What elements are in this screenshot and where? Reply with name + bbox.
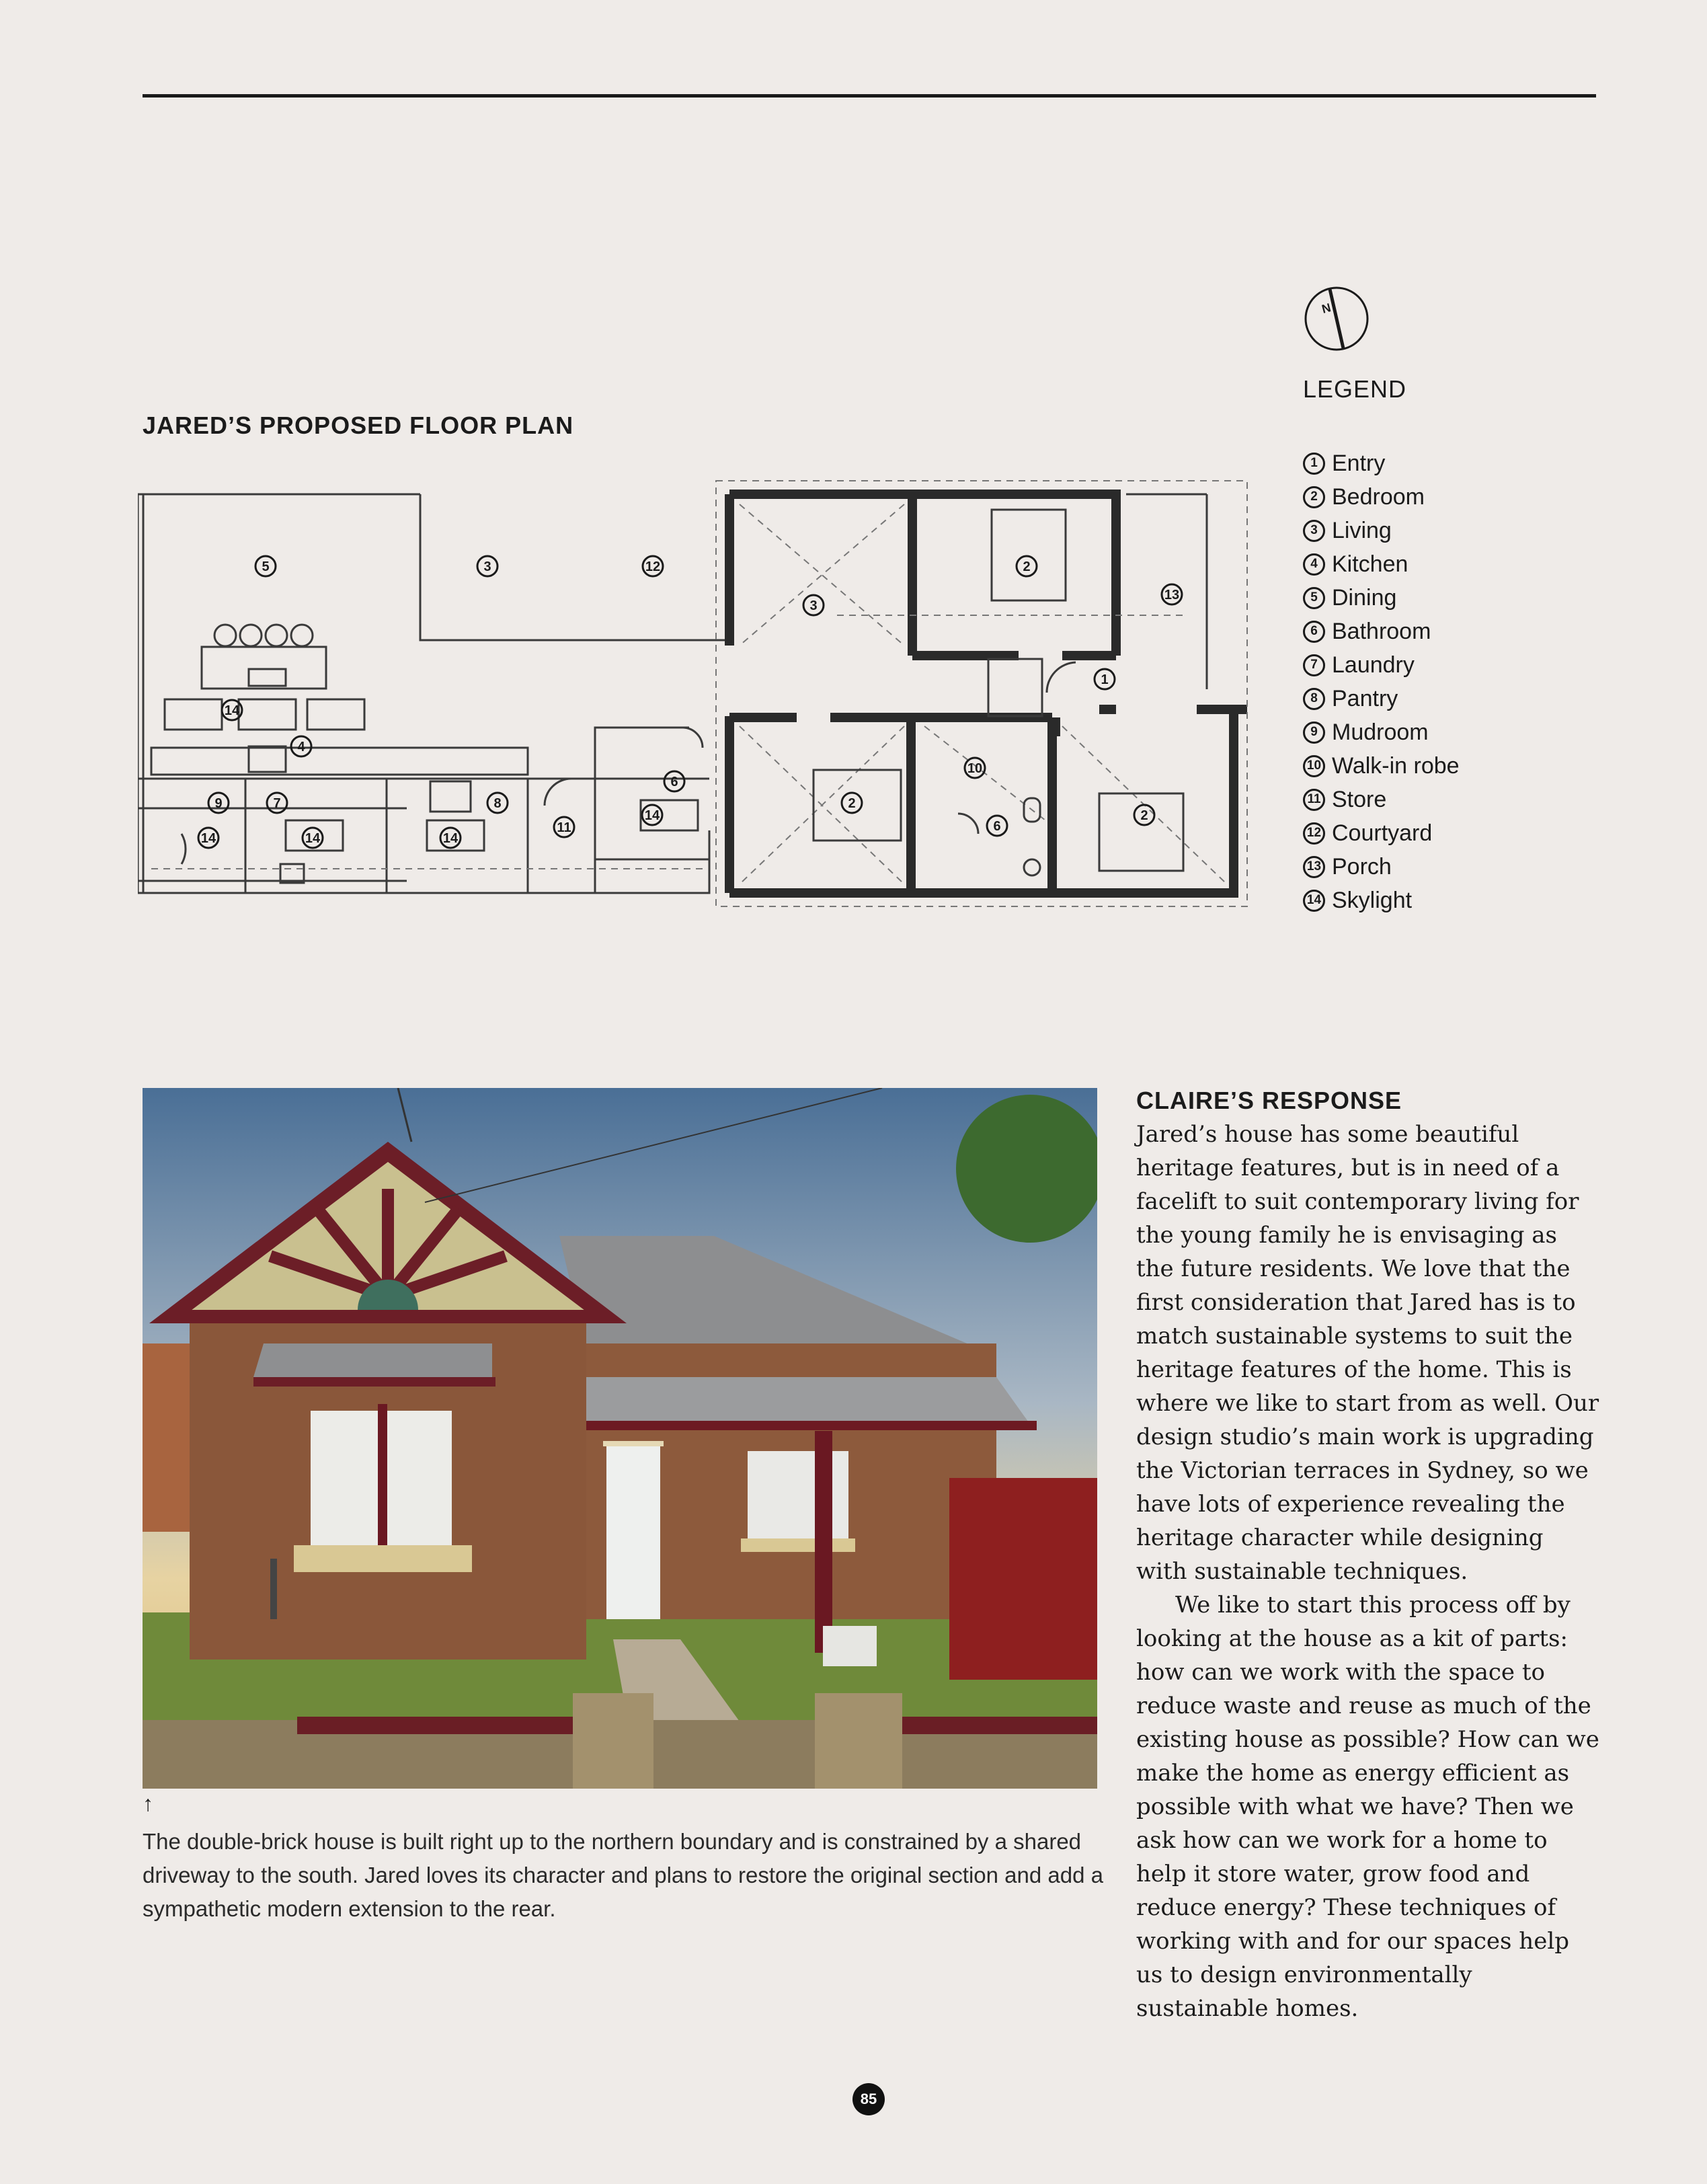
svg-text:13: 13 bbox=[1164, 588, 1180, 602]
legend-item bbox=[1303, 514, 1460, 547]
photo-caption: The double-brick house is built right up to the northern boundary and is constrained by a shared driveway to the south. Jared loves its character and plans to restore the original section and add a sympathetic modern extension to the rear. bbox=[143, 1829, 1103, 1921]
svg-text:14: 14 bbox=[644, 808, 660, 823]
plan-marker bbox=[303, 828, 323, 848]
plan-marker bbox=[554, 817, 574, 837]
page-number: 85 bbox=[852, 2083, 885, 2115]
legend-item bbox=[1303, 682, 1460, 715]
svg-text:3: 3 bbox=[483, 559, 491, 574]
legend-label: Walk-in robe bbox=[1332, 752, 1460, 779]
svg-text:8: 8 bbox=[493, 796, 502, 811]
plan-marker bbox=[440, 828, 461, 848]
legend-number-badge: 12 bbox=[1303, 822, 1325, 845]
plan-marker bbox=[642, 805, 662, 825]
legend-item bbox=[1303, 816, 1460, 850]
svg-text:6: 6 bbox=[670, 775, 678, 789]
legend-label: Entry bbox=[1332, 450, 1386, 476]
svg-text:7: 7 bbox=[273, 796, 281, 811]
plan-marker bbox=[965, 758, 985, 778]
svg-text:14: 14 bbox=[200, 831, 216, 846]
legend-list bbox=[1303, 446, 1460, 917]
legend-number-badge: 4 bbox=[1303, 553, 1325, 576]
plan-marker bbox=[267, 793, 287, 813]
svg-text:14: 14 bbox=[305, 831, 321, 846]
svg-text:2: 2 bbox=[848, 796, 856, 811]
svg-text:11: 11 bbox=[557, 820, 571, 835]
response-paragraph: Jared’s house has some beautiful heritage features, but is in need of a facelift to suit contemporary living for the young family he is envisaging as the future residents. We love that the first consideration that Jared has is to match sustainable systems to suit the heritage features of the home. This is where we like to start from as well. Our design studio’s main work is upgrading the Victorian terraces in Sydney, so we have lots of experience revealing the heritage character while designing with sustainable techniques. bbox=[1136, 1121, 1599, 1585]
legend-label: Skylight bbox=[1332, 887, 1413, 913]
legend-label: Porch bbox=[1332, 853, 1392, 880]
legend-number-badge: 6 bbox=[1303, 621, 1325, 643]
plan-marker bbox=[1017, 556, 1037, 576]
legend-item bbox=[1303, 581, 1460, 615]
svg-text:14: 14 bbox=[224, 703, 240, 718]
svg-text:3: 3 bbox=[809, 598, 818, 613]
legend-number-badge: 10 bbox=[1303, 755, 1325, 777]
legend-number-badge: 11 bbox=[1303, 789, 1325, 811]
plan-marker bbox=[291, 736, 311, 756]
plan-existing-house-walls bbox=[729, 494, 1116, 656]
legend-label: Kitchen bbox=[1332, 551, 1408, 577]
plan-marker bbox=[1162, 584, 1182, 604]
plan-marker bbox=[477, 556, 498, 576]
response-title: CLAIRE’S RESPONSE bbox=[1136, 1087, 1402, 1114]
legend-title: LEGEND bbox=[1303, 375, 1407, 403]
legend-label: Mudroom bbox=[1332, 719, 1429, 745]
legend-number-badge: 13 bbox=[1303, 856, 1325, 878]
plan-marker bbox=[1095, 669, 1115, 689]
legend-number-badge: 1 bbox=[1303, 453, 1325, 475]
svg-text:6: 6 bbox=[993, 819, 1001, 834]
svg-text:12: 12 bbox=[645, 559, 661, 574]
legend-item bbox=[1303, 884, 1460, 917]
house-photo bbox=[143, 1088, 1097, 1789]
legend-label: Pantry bbox=[1332, 685, 1398, 711]
response-paragraph: We like to start this process off by looking at the house as a kit of parts: how can we work with the space to reduce waste and reuse as much of the existing house as possible? How can we make the home as energy efficient as possible with what we have? Then we ask how can we work for a home to help it store water, grow food and reduce energy? These techniques of working with and for our spaces help us to design environmentally sustainable homes. bbox=[1136, 1592, 1599, 2022]
legend-number-badge: 7 bbox=[1303, 654, 1325, 676]
svg-text:1: 1 bbox=[1101, 672, 1109, 687]
svg-text:14: 14 bbox=[442, 831, 459, 846]
legend-item bbox=[1303, 715, 1460, 749]
legend-item bbox=[1303, 480, 1460, 514]
legend-label: Bedroom bbox=[1332, 483, 1425, 510]
svg-text:5: 5 bbox=[262, 559, 270, 574]
top-rule bbox=[143, 94, 1596, 98]
legend-label: Bathroom bbox=[1332, 618, 1431, 644]
legend-number-badge: 5 bbox=[1303, 587, 1325, 609]
legend-label: Dining bbox=[1332, 584, 1397, 611]
response-body bbox=[1136, 1118, 1600, 2025]
svg-text:9: 9 bbox=[214, 796, 223, 811]
svg-text:N: N bbox=[1320, 301, 1333, 316]
plan-marker bbox=[987, 816, 1007, 836]
plan-marker bbox=[842, 793, 862, 813]
plan-marker bbox=[208, 793, 229, 813]
legend-label: Laundry bbox=[1332, 652, 1415, 678]
plan-extension-outline bbox=[138, 494, 709, 893]
legend-item bbox=[1303, 547, 1460, 581]
plan-marker bbox=[487, 793, 508, 813]
legend-number-badge: 2 bbox=[1303, 486, 1325, 508]
legend-item bbox=[1303, 615, 1460, 648]
plan-marker bbox=[198, 828, 219, 848]
north-arrow-icon bbox=[1303, 285, 1370, 352]
legend-item bbox=[1303, 648, 1460, 682]
legend-number-badge: 8 bbox=[1303, 688, 1325, 710]
legend-item bbox=[1303, 749, 1460, 783]
legend-item bbox=[1303, 850, 1460, 884]
plan-marker bbox=[255, 556, 276, 576]
svg-text:2: 2 bbox=[1023, 559, 1031, 574]
legend-number-badge: 9 bbox=[1303, 722, 1325, 744]
plan-marker bbox=[643, 556, 663, 576]
svg-text:4: 4 bbox=[297, 740, 305, 754]
legend-label: Store bbox=[1332, 786, 1387, 812]
plan-marker bbox=[664, 771, 684, 791]
svg-text:2: 2 bbox=[1140, 808, 1148, 823]
legend-number-badge: 14 bbox=[1303, 890, 1325, 912]
legend-number-badge: 3 bbox=[1303, 520, 1325, 542]
legend-item bbox=[1303, 446, 1460, 480]
legend-label: Courtyard bbox=[1332, 820, 1433, 846]
svg-text:10: 10 bbox=[967, 761, 983, 776]
legend-item bbox=[1303, 783, 1460, 816]
plan-marker bbox=[1134, 805, 1154, 825]
plan-marker bbox=[222, 700, 242, 720]
floor-plan-title: JARED’S PROPOSED FLOOR PLAN bbox=[143, 412, 574, 439]
legend-label: Living bbox=[1332, 517, 1392, 543]
caption-arrow-icon: ↑ bbox=[143, 1791, 153, 1816]
floor-plan-drawing bbox=[138, 471, 1257, 914]
plan-marker bbox=[803, 595, 824, 615]
